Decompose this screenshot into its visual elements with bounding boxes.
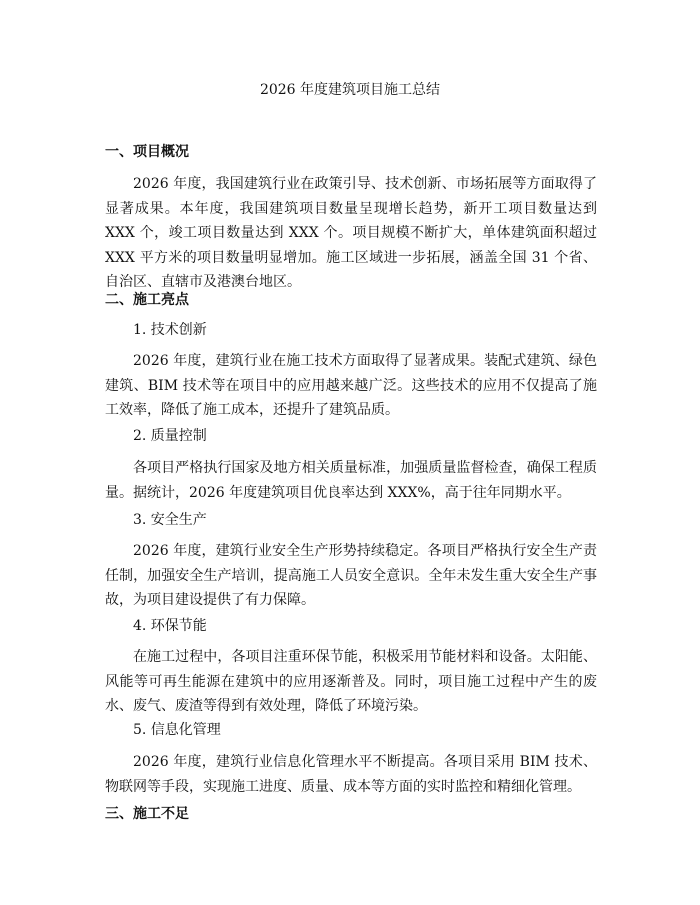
highlight-item-text: 各项目严格执行国家及地方相关质量标准，加强质量监督检查，确保工程质量。据统计，2026 年度建筑项目优良率达到 XXX%，高于往年同期水平。 xyxy=(105,460,597,501)
highlight-item-text: 2026 年度，建筑行业安全生产形势持续稳定。各项目严格执行安全生产责任制，加强安全生产培训，提高施工人员安全意识。全年未发生重大安全生产事故，为项目建设提供了有力保障。 xyxy=(105,543,597,608)
highlight-item-text: 2026 年度，建筑行业信息化管理水平不断提高。各项目采用 BIM 技术、物联网等手段，实现施工进度、质量、成本等方面的实时监控和精细化管理。 xyxy=(105,754,597,795)
section-heading-highlights: 二、施工亮点 xyxy=(105,292,189,308)
section-heading-shortcomings: 三、施工不足 xyxy=(105,806,189,822)
highlight-item-label: 5. 信息化管理 xyxy=(133,722,221,738)
highlight-item-text: 在施工过程中，各项目注重环保节能，积极采用节能材料和设备。太阳能、风能等可再生能源在建筑中的应用逐渐普及。同时，项目施工过程中产生的废水、废气、废渣等得到有效处理，降低了环境污染。 xyxy=(105,649,597,714)
highlight-item-label: 2. 质量控制 xyxy=(133,428,207,444)
highlight-item-label: 3. 安全生产 xyxy=(133,512,207,528)
section-heading-overview: 一、项目概况 xyxy=(105,144,189,160)
highlight-item-label: 4. 环保节能 xyxy=(133,618,207,634)
document-title: 2026 年度建筑项目施工总结 xyxy=(259,82,441,98)
highlight-item-label: 1. 技术创新 xyxy=(133,322,207,338)
overview-paragraph: 2026 年度，我国建筑行业在政策引导、技术创新、市场拓展等方面取得了显著成果。本年度，我国建筑项目数量呈现增长趋势，新开工项目数量达到 XXX 个，竣工项目数量达到 XXX 个。项目规模不断扩大，单体建筑面积超过 XXX 平方米的项目数量明显增加。施工区域进一步拓展，涵盖全国 31 个省、自治区、直辖市及港澳台地区。 xyxy=(105,176,597,290)
highlight-item-text: 2026 年度，建筑行业在施工技术方面取得了显著成果。装配式建筑、绿色建筑、BIM 技术等在项目中的应用越来越广泛。这些技术的应用不仅提高了施工效率，降低了施工成本，还提升了建筑品质。 xyxy=(105,353,597,418)
